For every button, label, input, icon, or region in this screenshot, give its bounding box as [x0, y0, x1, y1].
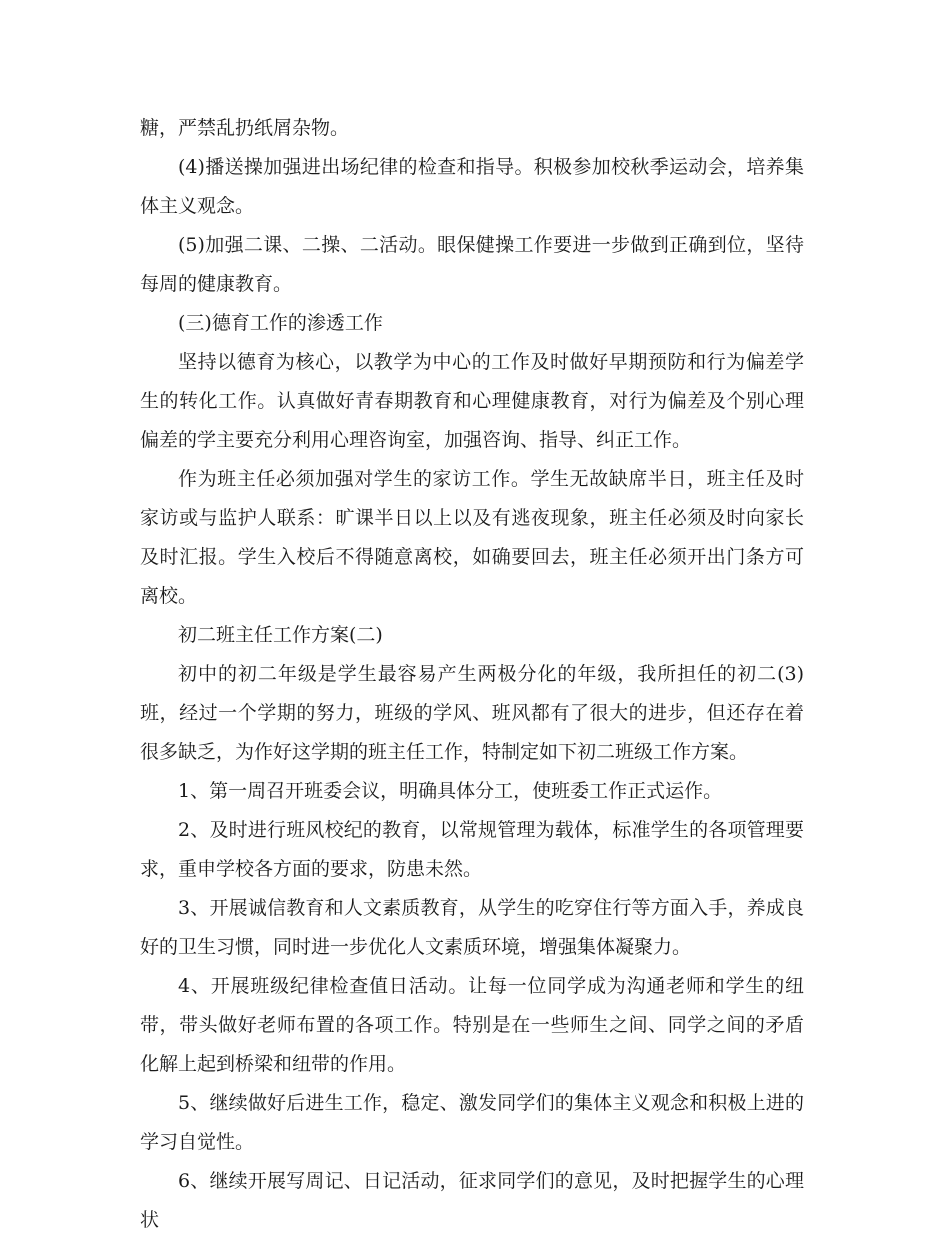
paragraph: 作为班主任必须加强对学生的家访工作。学生无故缺席半日，班主任及时家访或与监护人联系：旷课半日以上以及有逃夜现象，班主任必须及时向家长及时汇报。学生入校后不得随意离校，如确要回去，班主任必须开出门条方可离校。	[140, 468, 804, 607]
section-heading: 初二班主任工作方案(二)	[178, 624, 383, 646]
paragraph: 初中的初二年级是学生最容易产生两极分化的年级，我所担任的初二(3)班，经过一个学期的努力，班级的学风、班风都有了很大的进步，但还存在着很多缺乏，为作好这学期的班主任工作，特制定如下初二班级工作方案。	[140, 663, 804, 763]
list-item: 6、继续开展写周记、日记活动，征求同学们的意见，及时把握学生的心理状	[140, 1170, 804, 1231]
list-item: 2、及时进行班风校纪的教育，以常规管理为载体，标准学生的各项管理要求，重申学校各方面的要求，防患未然。	[140, 819, 804, 880]
paragraph: (4)播送操加强进出场纪律的检查和指导。积极参加校秋季运动会，培养集体主义观念。	[140, 156, 804, 217]
paragraph: (5)加强二课、二操、二活动。眼保健操工作要进一步做到正确到位，坚待每周的健康教育。	[140, 234, 804, 295]
list-item: 1、第一周召开班委会议，明确具体分工，使班委工作正式运作。	[178, 780, 723, 802]
list-item: 5、继续做好后进生工作，稳定、激发同学们的集体主义观念和积极上进的学习自觉性。	[140, 1092, 804, 1153]
paragraph: 糖，严禁乱扔纸屑杂物。	[140, 117, 350, 139]
section-heading: (三)德育工作的渗透工作	[178, 312, 383, 334]
paragraph: 坚持以德育为核心，以教学为中心的工作及时做好早期预防和行为偏差学生的转化工作。认真做好青春期教育和心理健康教育，对行为偏差及个别心理偏差的学主要充分利用心理咨询室，加强咨询、指导、纠正工作。	[140, 351, 804, 451]
list-item: 4、开展班级纪律检查值日活动。让每一位同学成为沟通老师和学生的纽带，带头做好老师布置的各项工作。特别是在一些师生之间、同学之间的矛盾化解上起到桥梁和纽带的作用。	[140, 975, 804, 1075]
list-item: 3、开展诚信教育和人文素质教育，从学生的吃穿住行等方面入手，养成良好的卫生习惯，同时进一步优化人文素质环境，增强集体凝聚力。	[140, 897, 804, 958]
document-body	[140, 109, 804, 1240]
